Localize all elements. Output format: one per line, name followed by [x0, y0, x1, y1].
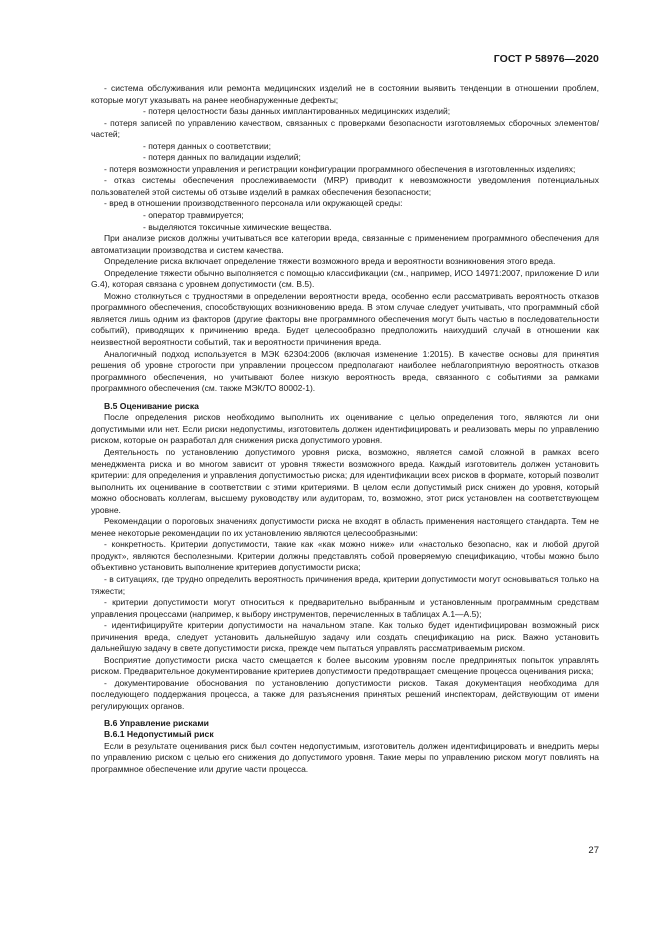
paragraph: - выделяются токсичные химические вещества. — [143, 221, 332, 232]
paragraph: Деятельность по установлению допустимого уровня риска, возможно, является самой сложной в рамках всего менеджмента риска и во многом зависит от уровня тяжести возможного вреда. Каждый изготовитель должен установить критерии: для определения и управления допустимостью риска; для идентификации всех рисков в формате, который позволит выполнить их оценивание в соответствии с этими критериями. В целом если допустимый риск снижен до уровня, который можно обосновать коллегам, высшему руководству или аудиторам, то, возможно, этот риск установлен на соответствующем уровне. — [91, 446, 599, 515]
paragraph: - потеря целостности базы данных имплантированных медицинских изделий; — [143, 106, 451, 117]
paragraph: - система обслуживания или ремонта медицинских изделий не в состоянии выявить тенденции в отношении проблем, которые могут указывать на ранее необнаруженные дефекты; — [91, 83, 599, 105]
page-number: 27 — [588, 845, 599, 856]
paragraph: Определение риска включает определение тяжести возможного вреда и вероятности возникновения этого вреда. — [104, 256, 556, 267]
paragraph: - отказ системы обеспечения прослеживаемости (MRP) приводит к невозможности уведомления потенциальных пользователей этой системы об отзыве изделий в рамках обеспечения безопасности; — [91, 175, 599, 197]
paragraph: Можно столкнуться с трудностями в определении вероятности вреда, особенно если рассматривать вероятность отказов программного обеспечения, способствующих возникновению вреда. В этом случае следует учитывать, что программный сбой является лишь одним из факторов (другие факторы вне программного обеспечения могут быть частью в последовательности событий), приводящих к причинению вреда. Будет целесообразно предположить наихудший случай в отношении как неизвестной вероятности событий, так и вероятности причинения вреда. — [91, 290, 599, 348]
section-heading: В.6.1 Недопустимый риск — [104, 729, 214, 740]
document-body — [91, 83, 599, 775]
section-heading: В.6 Управление рисками — [104, 717, 209, 728]
paragraph: - вред в отношении производственного персонала или окружающей среды: — [104, 198, 403, 209]
paragraph: Восприятие допустимости риска часто смещается к более высоким уровням после предпринятых попыток управлять риском. Предварительное документирование критериев допустимости предотвращает смещение процесса оценивания риска; — [91, 654, 599, 677]
paragraph: При анализе рисков должны учитываться все категории вреда, связанные с применением программного обеспечения для автоматизации производства и систем качества. — [91, 233, 599, 255]
paragraph: - потеря возможности управления и регистрации конфигурации программного обеспечения в изготовленных изделиях; — [104, 163, 576, 174]
paragraph: - в ситуациях, где трудно определить вероятность причинения вреда, критерии допустимости могут основываться только на тяжести; — [91, 573, 599, 596]
paragraph: - документирование обоснования по установлению допустимости рисков. Такая документация необходима для последующего поддержания процесса, а также для разъяснения принятых решений инспекторам, действующим от имени регулирующих органов. — [91, 677, 599, 711]
paragraph: Аналогичный подход используется в МЭК 62304:2006 (включая изменение 1:2015). В качестве основы для принятия решения об уровне строгости при управлении процессом предполагают наиболее неблагоприятную вероятность отказов программного обеспечения, но учитывают более низкую вероятность вреда, связанного с событиями за рамками программного обеспечения (см. также МЭК/ТО 80002-1). — [91, 348, 599, 394]
paragraph: После определения рисков необходимо выполнить их оценивание с целью определения того, являются ли они допустимыми или нет. Если риски недопустимы, изготовитель должен идентифицировать и реализовать меры по управлению риском, которые он разработал для снижения риска допустимого уровня. — [91, 412, 599, 446]
paragraph: - потеря данных о соответствии; — [143, 140, 272, 151]
paragraph: - потеря данных по валидации изделий; — [143, 152, 301, 163]
paragraph: - потеря записей по управлению качеством, связанных с проверками безопасности изготовляемых сборочных элементов/частей; — [91, 117, 599, 140]
paragraph: - идентифицируйте критерии допустимости на начальном этапе. Как только будет идентифицирован возможный риск причинения вреда, следует установить дальнейшую задачу или создать спецификацию на риск. Важно установить дальнейшую задачу в свете допустимости риска, прежде чем пытаться управлять рассматриваемым риском. — [91, 620, 599, 654]
paragraph: - конкретность. Критерии допустимости, такие как «как можно ниже» или «настолько безопасно, как и любой другой продукт», являются бесполезными. Критерии должны представлять собой проверяемую спецификацию, чтобы можно было объективно установить выполнение критериев допустимости риска; — [91, 539, 599, 573]
document-standard-id: ГОСТ Р 58976—2020 — [493, 53, 599, 65]
paragraph: Рекомендации о пороговых значениях допустимости риска не входят в область применения настоящего стандарта. Тем не менее некоторые рекомендации по их установлению являются целесообразными: — [91, 516, 599, 538]
paragraph: Определение тяжести обычно выполняется с помощью классификации (см., например, ИСО 14971:2007, приложение D или G.4), которая связана с уровнем допустимости (см. В.5). — [91, 267, 599, 290]
paragraph: - оператор травмируется; — [143, 210, 244, 221]
paragraph: - критерии допустимости могут относиться к предварительно выбранным и установленным программным средствам управления процессами (например, к выбору инструментов, перечисленных в таблицах А.1—А.5); — [91, 597, 599, 619]
paragraph: Если в результате оценивания риск был сочтен недопустимым, изготовитель должен идентифицировать и внедрить меры по управлению риском с целью его снижения до допустимого уровня. Такие меры по управлению риском могут повлиять на программное обеспечение или другие части процесса. — [91, 740, 599, 774]
section-heading: В.5 Оценивание риска — [104, 400, 199, 411]
